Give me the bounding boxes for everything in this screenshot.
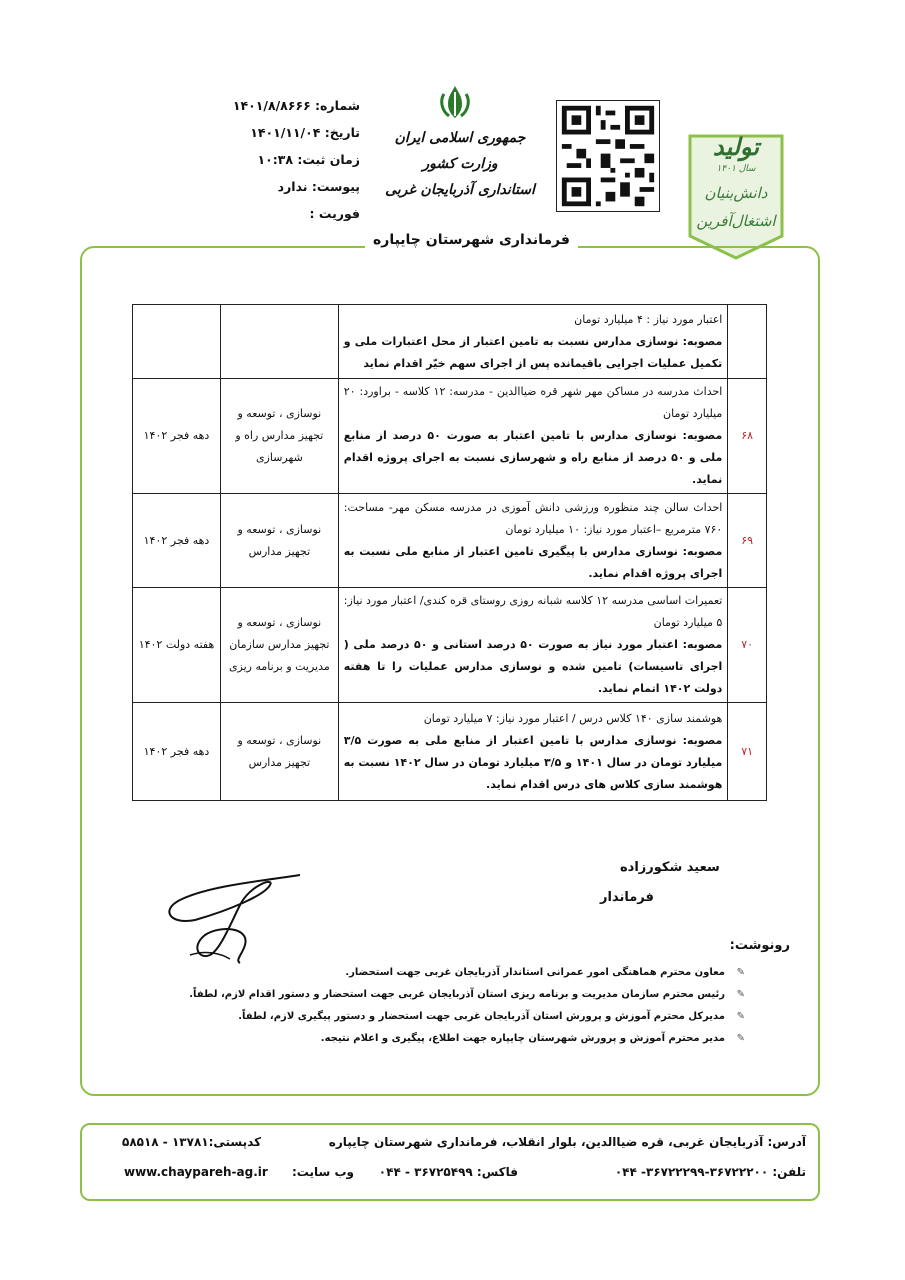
table-row [133, 703, 767, 801]
cc-item-text: مدیرکل محترم آموزش و پرورش استان آذربایجان غربی جهت استحضار و دستور پیگیری لازم، لطفاً. [238, 1011, 725, 1022]
handwritten-signature [150, 855, 320, 975]
row-resolution: مصوبه: نوسازی مدارس با تامین اعتبار از منابع ملی به صورت ۳/۵ میلیارد تومان در سال ۱۴۰۱ و ۳/۵ میلیارد تومان در سال ۱۴۰۲ نسبت به هوشمند سازی کلاس های درس اقدام نماید. [343, 733, 723, 791]
row-resolution: مصوبه: اعتبار مورد نیاز به صورت ۵۰ درصد استانی و ۵۰ درصد ملی ( اجرای تاسیسات) تامین شده و نوسازی مدارس عملیات را تا هفته دولت ۱۴۰۲ اتمام نماید. [343, 638, 723, 695]
office-title: فرمانداری شهرستان چایپاره [365, 232, 578, 248]
ministry-header [380, 125, 540, 203]
table-row [133, 379, 767, 494]
row-number: ۷۰ [728, 588, 767, 703]
ministry-line-3: استانداری آذربایجان غربی [385, 182, 535, 198]
cc-item-text: معاون محترم هماهنگی امور عمرانی استاندار آذربایجان غربی جهت استحضار. [345, 967, 725, 978]
ministry-line-2: وزارت کشور [422, 156, 498, 172]
table-row [133, 305, 767, 379]
row-details: احداث سالن چند منظوره ورزشی دانش آموزی در مدرسه مسکن مهر- مساحت: ۷۶۰ مترمربع –اعتبار مورد نیاز: ۱۰ میلیارد تومان [343, 500, 723, 536]
row-deadline: دهه فجر ۱۴۰۲ [133, 494, 221, 588]
cc-title: رونوشت: [729, 938, 790, 953]
signer-name: سعید شکورزاده [620, 860, 720, 875]
row-responsible [220, 305, 338, 379]
iran-emblem-icon [435, 82, 475, 122]
list-item [130, 1006, 745, 1028]
badge-line-2: اشتغال‌آفرین [696, 212, 776, 230]
cc-list [130, 962, 745, 1050]
row-resolution: مصوبه: نوسازی مدارس با پیگیری تامین اعتبار از منابع ملی نسبت به اجرای پروژه اقدام نماید. [343, 544, 723, 580]
list-item [130, 1028, 745, 1050]
row-responsible: نوسازی ، توسعه و تجهیز مدارس راه و شهرسازی [220, 379, 338, 494]
row-description [338, 494, 728, 588]
letter-date: تاریخ: ۱۴۰۱/۱۱/۰۴ [250, 125, 360, 140]
attachment: پیوست: ندارد [277, 179, 360, 194]
footer-phone: تلفن: ۳۶۷۲۲۲۰۰-۳۶۷۲۲۲۹۹- ۰۴۴ [614, 1165, 806, 1179]
row-description [338, 379, 728, 494]
cc-item-text: رئیس محترم سازمان مدیریت و برنامه ریزی استان آذربایجان غربی جهت استحضار و دستور اقدام لازم، لطفاً. [189, 989, 725, 1000]
pen-icon: ✎ [736, 1011, 745, 1022]
urgency: فوریت : [309, 206, 360, 221]
resolutions-table [132, 304, 767, 801]
row-number: ۷۱ [728, 703, 767, 801]
row-details: اعتبار مورد نیاز : ۴ میلیارد تومان [574, 312, 723, 326]
ministry-line-1: جمهوری اسلامی ایران [394, 130, 526, 146]
row-number: ۶۹ [728, 494, 767, 588]
row-responsible: نوسازی ، توسعه و تجهیز مدارس [220, 703, 338, 801]
pen-icon: ✎ [736, 989, 745, 1000]
letter-meta [130, 92, 360, 227]
table-row [133, 588, 767, 703]
badge-line-1: دانش‌بنیان [704, 184, 768, 202]
row-description [338, 703, 728, 801]
row-deadline [133, 305, 221, 379]
row-details: تعمیرات اساسی مدرسه ۱۲ کلاسه شبانه روزی روستای قره کندی/ اعتبار مورد نیاز: ۵ میلیارد تومان [343, 594, 723, 629]
row-responsible: نوسازی ، توسعه و تجهیز مدارس سازمان مدیریت و برنامه ریزی [220, 588, 338, 703]
pen-icon: ✎ [736, 1033, 745, 1044]
slogan-badge [684, 132, 788, 262]
footer-address: آدرس: آذربایجان غربی، قره ضیاالدین، بلوار انقلاب، فرمانداری شهرستان چایپاره [328, 1135, 806, 1149]
row-details: احداث مدرسه در مساکن مهر شهر قره ضیاالدین - مدرسه: ۱۲ کلاسه - براورد: ۲۰ میلیارد تومان [343, 385, 723, 420]
row-description [338, 305, 728, 379]
footer-website-link[interactable]: www.chaypareh-ag.ir [124, 1165, 268, 1179]
footer-postal-code: کدپستی:۱۳۷۸۱ - ۵۸۵۱۸ [122, 1135, 262, 1149]
badge-year: سال ۱۴۰۱ [716, 164, 756, 174]
letter-number: شماره: ۱۴۰۱/۸/۸۶۶۶ [232, 98, 360, 113]
list-item [130, 962, 745, 984]
qr-code [556, 100, 660, 212]
row-resolution: مصوبه: نوسازی مدارس با تامین اعتبار به صورت ۵۰ درصد از منابع ملی و ۵۰ درصد از منابع راه و شهرسازی نسبت به اجرای پروژه اقدام نماید. [343, 429, 723, 486]
footer-fax: فاکس: ۳۶۷۲۵۴۹۹ - ۰۴۴ [378, 1165, 518, 1179]
pen-icon: ✎ [736, 967, 745, 978]
table-row [133, 494, 767, 588]
cc-item-text: مدیر محترم آموزش و پرورش شهرستان چایپاره جهت اطلاع، پیگیری و اعلام نتیجه. [320, 1033, 725, 1044]
row-deadline: دهه فجر ۱۴۰۲ [133, 379, 221, 494]
row-number [728, 305, 767, 379]
row-description [338, 588, 728, 703]
row-deadline: هفته دولت ۱۴۰۲ [133, 588, 221, 703]
row-resolution: مصوبه: نوسازی مدارس نسبت به تامین اعتبار از محل اعتبارات ملی و تکمیل عملیات اجرایی باقیمانده پس از اجرای سهم خیّر اقدام نماید [343, 334, 723, 370]
row-deadline: دهه فجر ۱۴۰۲ [133, 703, 221, 801]
footer-box [80, 1123, 820, 1201]
list-item [130, 984, 745, 1006]
footer-website-label: وب سایت: [292, 1165, 355, 1179]
registration-time: زمان ثبت: ۱۰:۳۸ [257, 152, 360, 167]
row-responsible: نوسازی ، توسعه و تجهیز مدارس [220, 494, 338, 588]
badge-title: تولید [712, 132, 760, 161]
row-details: هوشمند سازی ۱۴۰ کلاس درس / اعتبار مورد نیاز: ۷ میلیارد تومان [423, 711, 723, 725]
row-number: ۶۸ [728, 379, 767, 494]
signer-role: فرماندار [600, 890, 654, 905]
